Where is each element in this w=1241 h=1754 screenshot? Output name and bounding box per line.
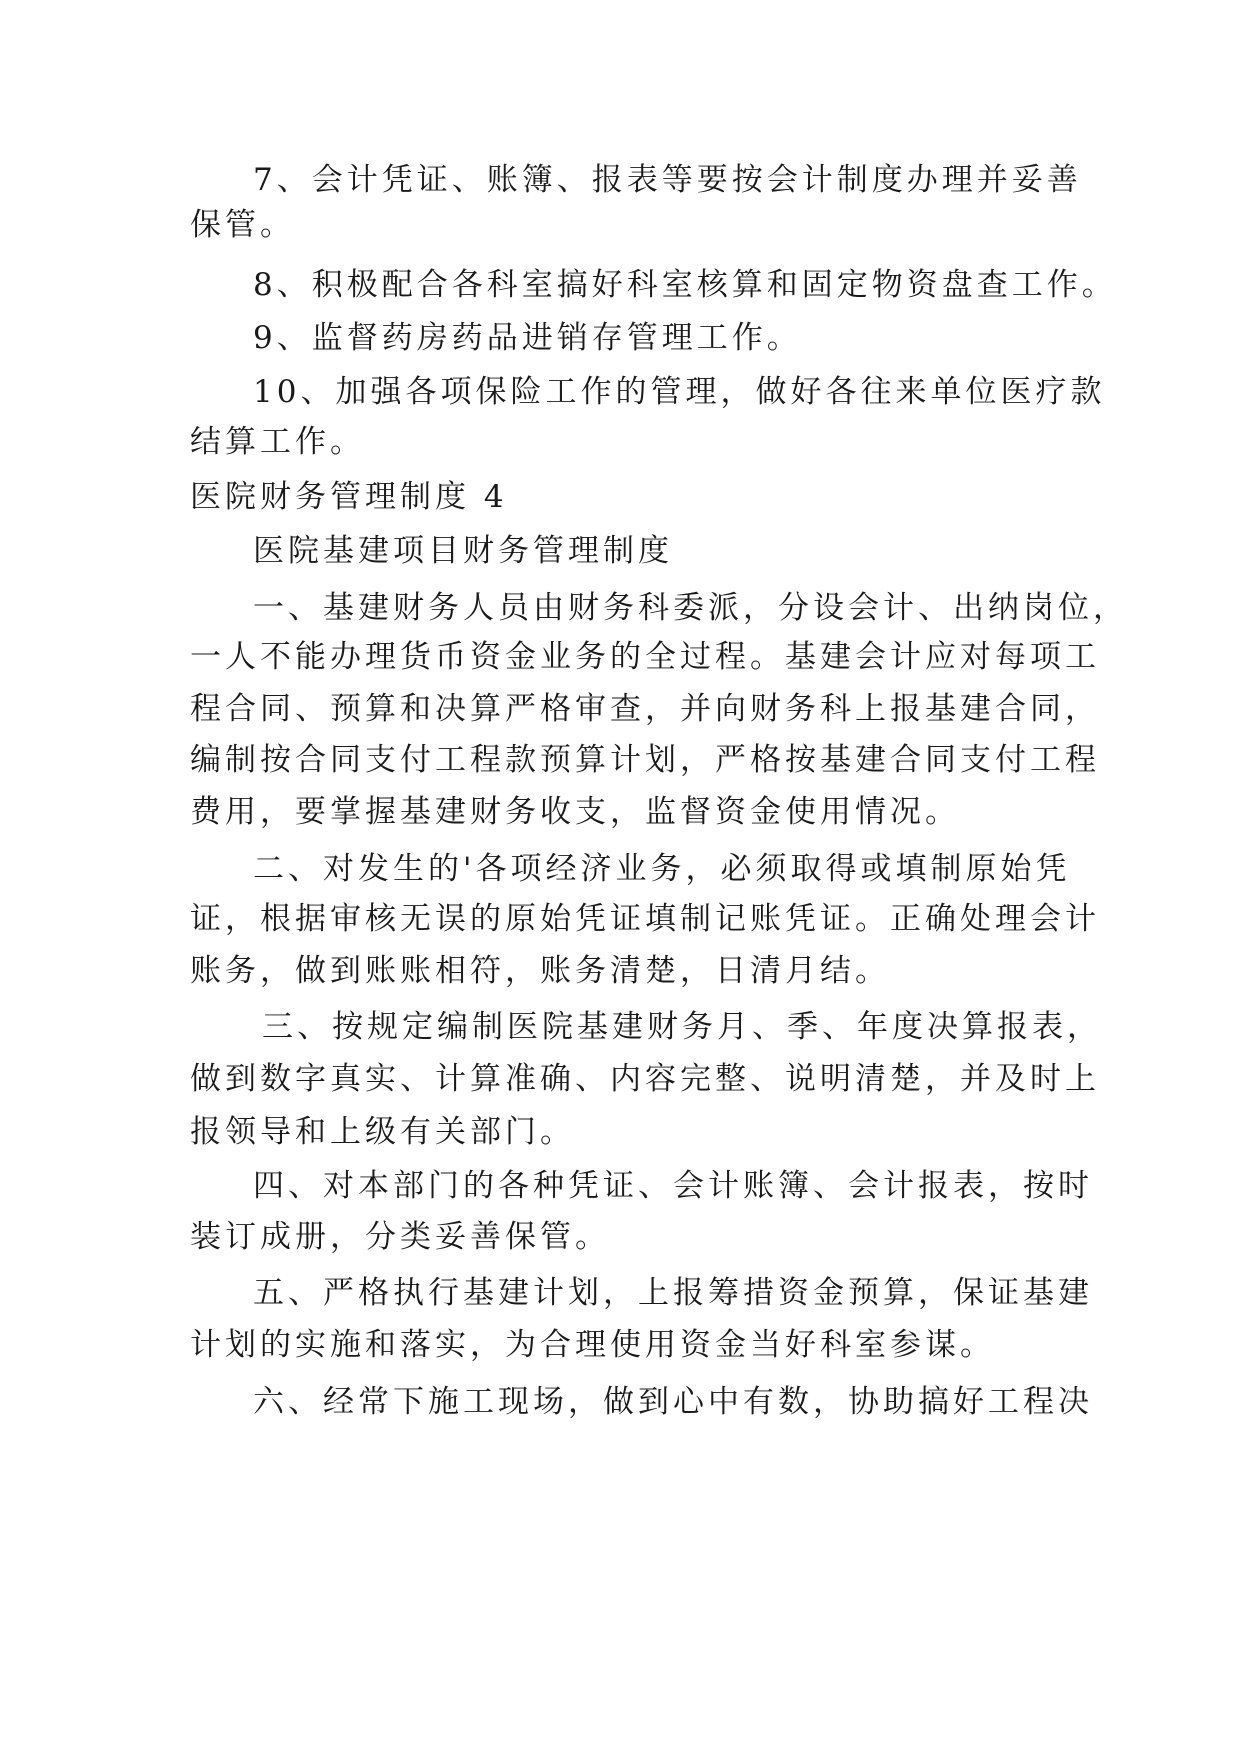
clause-6-line-1: 六、经常下施工现场，做到心中有数，协助搞好工程决 bbox=[253, 1384, 1093, 1420]
clause-2-line-1: 二、对发生的'各项经济业务，必须取得或填制原始凭 bbox=[253, 851, 1071, 887]
clause-1-line-5: 费用，要掌握基建财务收支，监督资金使用情况。 bbox=[190, 794, 960, 830]
clause-1-line-3: 程合同、预算和决算严格审查，并向财务科上报基建合同， bbox=[190, 691, 1100, 727]
subsection-title: 医院基建项目财务管理制度 bbox=[253, 533, 673, 569]
clause-5-line-1: 五、严格执行基建计划，上报筹措资金预算，保证基建 bbox=[253, 1275, 1093, 1311]
clause-2-line-3: 账务，做到账账相符，账务清楚，日清月结。 bbox=[190, 953, 890, 989]
clause-4-line-2: 装订成册，分类妥善保管。 bbox=[190, 1219, 610, 1255]
clause-1-line-2: 一人不能办理货币资金业务的全过程。基建会计应对每项工 bbox=[190, 639, 1100, 675]
clause-3-line-1: 三、按规定编制医院基建财务月、季、年度决算报表， bbox=[262, 1009, 1102, 1045]
paragraph-7-line-2: 保管。 bbox=[190, 207, 295, 243]
clause-2-line-2: 证，根据审核无误的原始凭证填制记账凭证。正确处理会计 bbox=[190, 901, 1100, 937]
clause-4-line-1: 四、对本部门的各种凭证、会计账簿、会计报表，按时 bbox=[253, 1168, 1093, 1204]
clause-1-line-1: 一、基建财务人员由财务科委派，分设会计、出纳岗位， bbox=[253, 590, 1128, 626]
paragraph-9-line-1: 9、监督药房药品进销存管理工作。 bbox=[253, 320, 802, 356]
clause-1-line-4: 编制按合同支付工程款预算计划，严格按基建合同支付工程 bbox=[190, 742, 1100, 778]
paragraph-8-line-1: 8、积极配合各科室搞好科室核算和固定物资盘查工作。 bbox=[253, 267, 1117, 303]
paragraph-10-line-2: 结算工作。 bbox=[190, 424, 365, 460]
clause-3-line-3: 报领导和上级有关部门。 bbox=[190, 1114, 575, 1150]
paragraph-10-line-1: 10、加强各项保险工作的管理，做好各往来单位医疗款 bbox=[253, 374, 1106, 410]
paragraph-7-line-1: 7、会计凭证、账簿、报表等要按会计制度办理并妥善 bbox=[253, 162, 1082, 198]
clause-5-line-2: 计划的实施和落实，为合理使用资金当好科室参谋。 bbox=[190, 1327, 995, 1363]
clause-3-line-2: 做到数字真实、计算准确、内容完整、说明清楚，并及时上 bbox=[190, 1061, 1100, 1097]
section-title: 医院财务管理制度 4 bbox=[190, 479, 508, 515]
